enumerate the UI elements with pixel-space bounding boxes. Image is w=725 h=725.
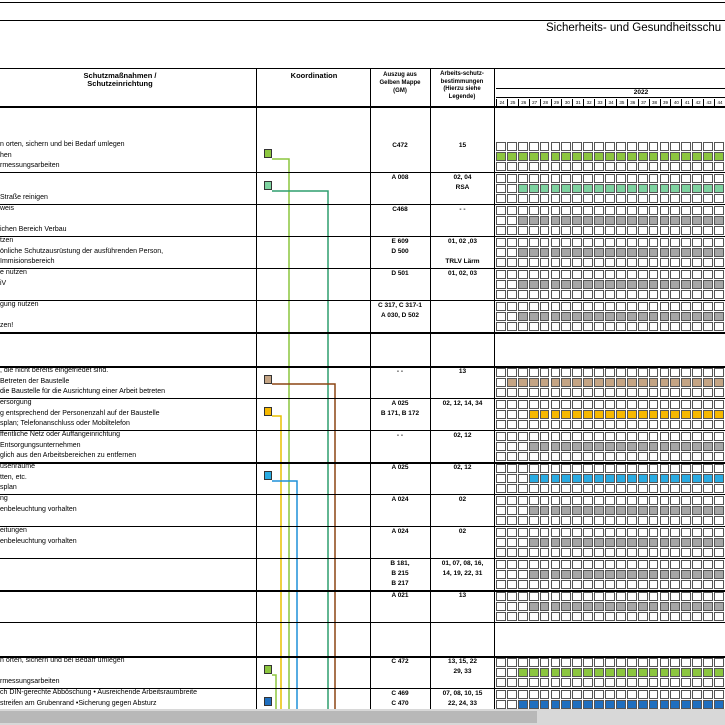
measure-text: splan [0, 484, 17, 491]
row-separator [0, 526, 725, 527]
measure-text: hen [0, 151, 12, 159]
measure-text: Betreten der Baustelle [0, 377, 70, 385]
week-label: 29 [551, 99, 562, 106]
row-separator [0, 398, 725, 399]
safety-reg-reference: 02, 12, 14, 34 [442, 400, 483, 407]
measure-text: enbeleuchtung vorhalten [0, 537, 77, 545]
measure-text: iV [0, 279, 7, 287]
row-separator [0, 172, 725, 173]
row-separator [0, 300, 725, 301]
safety-reg-reference: 13, 15, 22 [448, 658, 477, 665]
gm-reference: A 024 [391, 528, 409, 535]
safety-reg-reference: 02 [458, 496, 467, 503]
safety-reg-reference: 01, 07, 08, 16, [441, 560, 484, 567]
measure-text: tzen [0, 237, 14, 244]
measure-text: ichen Bereich Verbau [0, 226, 67, 233]
week-label: 37 [638, 99, 649, 106]
gm-reference: E 609 [391, 238, 409, 245]
measure-text: Straße reinigen [0, 194, 48, 201]
week-label: 43 [703, 99, 714, 106]
gm-reference: A 021 [391, 592, 409, 599]
safety-reg-reference: 01, 02 ,03 [448, 238, 477, 245]
gm-reference: B 217 [391, 580, 409, 587]
connector-green-2 [272, 675, 276, 709]
safety-reg-reference: 15 [458, 142, 467, 149]
measure-text: e nutzen [0, 269, 27, 276]
gm-reference: D 500 [391, 248, 409, 255]
gm-reference: A 025 [391, 464, 409, 471]
gm-reference: B 181, [390, 560, 410, 567]
measure-text: ng [0, 495, 8, 502]
measure-text: tten, etc. [0, 473, 27, 481]
week-label: 31 [572, 99, 583, 106]
row-separator [0, 656, 725, 658]
week-label: 30 [561, 99, 572, 106]
safety-reg-reference: 13 [458, 592, 467, 599]
row-separator [0, 204, 725, 205]
measure-text: glich aus den Arbeitsbereichen zu entfernen [0, 452, 137, 459]
measure-text: splan; Telefonanschluss oder Mobiltelefon [0, 420, 130, 427]
week-label: 41 [681, 99, 692, 106]
gm-reference: D 501 [391, 270, 409, 277]
measure-text: Immisionsbereich [0, 258, 55, 265]
measure-text: rmessungsarbeiten [0, 678, 60, 685]
week-label: 26 [518, 99, 529, 106]
header-yellow-folder: Auszug aus Gelben Mappe (GM) [379, 72, 421, 94]
safety-reg-reference: 14, 19, 22, 31 [442, 570, 483, 577]
row-separator [0, 366, 725, 368]
measure-text: weis [0, 205, 15, 212]
gm-reference: - - [396, 368, 404, 375]
document-title: Sicherheits- und Gesundheitsschu [546, 22, 722, 34]
gm-reference: C 470 [391, 700, 409, 707]
safety-reg-reference: 02 [458, 528, 467, 535]
row-separator [0, 332, 725, 334]
week-label: 44 [714, 99, 725, 106]
header-safety-regs: Arbeits-schutz- bestimmungen (Hierzu siehe Legende) [440, 71, 484, 100]
header-coordination: Koordination [290, 71, 338, 80]
safety-reg-reference: 02, 12 [453, 464, 472, 471]
measure-text: önliche Schutzausrüstung der ausführenden Person, [0, 247, 164, 255]
gm-reference: C 472 [391, 658, 409, 665]
gm-reference: C468 [392, 206, 408, 213]
row-separator [0, 268, 725, 269]
week-label: 35 [616, 99, 627, 106]
measure-text: eitungen [0, 527, 27, 534]
header-measures: Schutzmaßnahmen / Schutzeinrichtung [83, 71, 157, 88]
safety-reg-reference: 02, 04 [453, 174, 472, 181]
row-separator [0, 622, 725, 623]
row-separator [0, 236, 725, 237]
week-label: 40 [670, 99, 681, 106]
measure-text: ch DIN-gerechte Abböschung • Ausreichende Arbeitsraumbreite [0, 689, 198, 696]
measure-text: streifen am Grubenrand •Sicherung gegen Absturz [0, 699, 157, 707]
measure-text: rmessungsarbeiten [0, 162, 60, 169]
row-separator [0, 430, 725, 431]
gm-reference: C472 [392, 142, 408, 149]
week-label: 27 [529, 99, 540, 106]
gm-reference: B 215 [391, 570, 409, 577]
safety-reg-reference: 22, 24, 33 [448, 700, 477, 707]
gm-reference: - - [396, 432, 404, 439]
measure-text: , die nicht bereits eingefriedet sind. [0, 367, 109, 374]
safety-reg-reference: RSA [455, 184, 470, 191]
week-label: 39 [660, 99, 671, 106]
row-separator [0, 494, 725, 495]
scrollbar-thumb[interactable] [0, 711, 537, 723]
gm-reference: A 025 [391, 400, 409, 407]
row-separator [0, 590, 725, 592]
measure-text: n orten, sichern und bei Bedarf umlegen [0, 657, 125, 664]
gm-reference: C 317, C 317-1 [377, 302, 423, 309]
row-separator [0, 462, 725, 464]
row-separator [0, 558, 725, 559]
gm-reference: A 024 [391, 496, 409, 503]
measure-text: g entsprechend der Personenzahl auf der Baustelle [0, 409, 160, 417]
week-label: 38 [649, 99, 660, 106]
safety-reg-reference: - - [459, 206, 466, 213]
safety-reg-reference: 02, 12 [453, 432, 472, 439]
measure-text: enbeleuchtung vorhalten [0, 505, 77, 513]
week-label: 36 [627, 99, 638, 106]
measure-text: die Baustelle für die Ausrichtung einer Arbeit betreten [0, 388, 165, 395]
measure-text: n orten, sichern und bei Bedarf umlegen [0, 141, 125, 148]
measure-text: usenräume [0, 463, 36, 470]
week-label: 42 [692, 99, 703, 106]
week-label: 28 [540, 99, 551, 106]
connector-yellow [272, 416, 281, 709]
measure-text: ersorgung [0, 399, 32, 406]
gm-reference: B 171, B 172 [380, 410, 420, 417]
safety-reg-reference: TRLV Lärm [445, 258, 480, 265]
gm-reference: C 469 [391, 690, 409, 697]
week-label: 24 [496, 99, 507, 106]
gm-reference: A 008 [391, 174, 409, 181]
safety-reg-reference: 07, 08, 10, 15 [442, 690, 483, 697]
measure-text: gung nutzen [0, 301, 39, 308]
row-separator [0, 688, 725, 689]
week-label: 32 [583, 99, 594, 106]
week-label: 25 [507, 99, 518, 106]
header-year: 2022 [633, 89, 649, 96]
measure-text: zen! [0, 322, 14, 329]
safety-reg-reference: 29, 33 [453, 668, 472, 675]
gm-reference: A 030, D 502 [380, 312, 420, 319]
measure-text: Entsorgungsunternehmen [0, 441, 81, 449]
measure-text: ffentliche Netz oder Auffangeinrichtung [0, 431, 120, 438]
week-label: 34 [605, 99, 616, 106]
week-label: 33 [594, 99, 605, 106]
safety-reg-reference: 01, 02, 03 [448, 270, 477, 277]
safety-reg-reference: 13 [458, 368, 467, 375]
